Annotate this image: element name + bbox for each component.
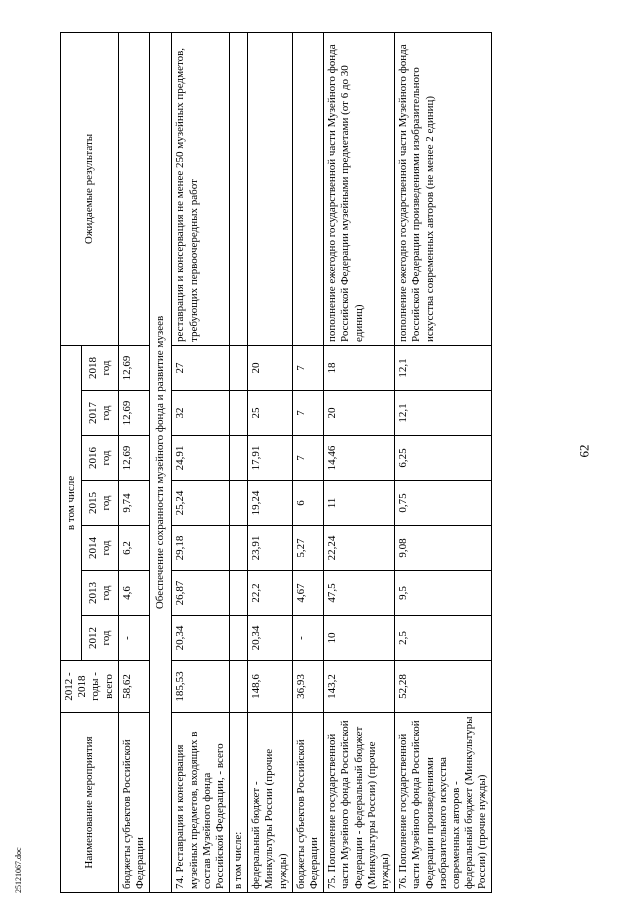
header-year: 2015 год (82, 481, 119, 526)
table-row (395, 32, 492, 892)
row-year-value: 0,75 (395, 481, 492, 526)
row-year-value: 20,34 (172, 616, 230, 661)
row-total: 36,93 (292, 661, 323, 713)
row-year-value: 4,67 (292, 571, 323, 616)
rotated-page (60, 33, 566, 893)
row-year-value (230, 345, 248, 390)
table-row (230, 32, 248, 892)
header-in-that-number: в том числе (61, 345, 82, 660)
row-result: пополнение ежегодно государственной части Музейного фонда Российской Федерации произведениями изобразительного искусства современных авторов (не менее 2 единиц) (395, 32, 492, 345)
section-title: Обеспечение сохранности музейного фонда и развитие музеев (150, 32, 172, 892)
row-name: 74. Реставрация и консервация музейных предметов, входящих в состав Музейного фонда Российской Федерации, - всего (172, 713, 230, 893)
row-year-value: 25 (248, 391, 293, 436)
header-year: 2017 год (82, 391, 119, 436)
header-year: 2012 год (82, 616, 119, 661)
row-year-value: 20,34 (248, 616, 293, 661)
row-year-value: 9,5 (395, 571, 492, 616)
row-year-value: 6 (292, 481, 323, 526)
header-total: 2012 - 2018 годы - всего (61, 661, 119, 713)
header-results: Ожидаемые результаты (61, 32, 119, 345)
table-row (324, 32, 395, 892)
row-total: 52,28 (395, 661, 492, 713)
row-year-value: 19,24 (248, 481, 293, 526)
row-result (118, 32, 149, 345)
row-year-value: 17,91 (248, 436, 293, 481)
row-year-value: 6,2 (118, 526, 149, 571)
table-row (172, 32, 230, 892)
row-year-value: 7 (292, 345, 323, 390)
row-year-value: - (292, 616, 323, 661)
row-year-value: 6,25 (395, 436, 492, 481)
row-year-value: 23,91 (248, 526, 293, 571)
row-year-value: 47,5 (324, 571, 395, 616)
row-name: 76. Пополнение государственной части Музейного фонда Российской Федерации произведениями изобразительного искусства современных авторов - федеральный бюджет (Минкультуры России) (прочие нужды) (395, 713, 492, 893)
row-year-value: 12,69 (118, 391, 149, 436)
table-row (292, 32, 323, 892)
row-result (230, 32, 248, 345)
row-year-value: 7 (292, 436, 323, 481)
header-year: 2014 год (82, 526, 119, 571)
header-name: Наименование мероприятия (61, 713, 119, 893)
row-total: 58,62 (118, 661, 149, 713)
row-year-value: 9,08 (395, 526, 492, 571)
header-year: 2016 год (82, 436, 119, 481)
row-year-value: 24,91 (172, 436, 230, 481)
row-year-value: 11 (324, 481, 395, 526)
row-year-value: 10 (324, 616, 395, 661)
row-year-value: 29,18 (172, 526, 230, 571)
row-year-value: 2,5 (395, 616, 492, 661)
row-name: бюджеты субъектов Российской Федерации (118, 713, 149, 893)
row-year-value: 22,2 (248, 571, 293, 616)
table-row (248, 32, 293, 892)
page-number: 62 (576, 444, 592, 458)
program-table (60, 32, 492, 893)
row-year-value: 22,24 (324, 526, 395, 571)
row-year-value (230, 526, 248, 571)
row-year-value (230, 616, 248, 661)
row-year-value: 12,69 (118, 436, 149, 481)
row-name: федеральный бюджет - Минкультуры России (прочие нужды) (248, 713, 293, 893)
row-year-value: 32 (172, 391, 230, 436)
row-total: 185,53 (172, 661, 230, 713)
header-year: 2013 год (82, 571, 119, 616)
row-result: пополнение ежегодно государственной части Музейного фонда Российской Федерации музейными предметами (от 6 до 30 единиц) (324, 32, 395, 345)
header-year: 2018 год (82, 345, 119, 390)
section-row (150, 32, 172, 892)
row-year-value: 12,1 (395, 391, 492, 436)
row-year-value (230, 571, 248, 616)
row-year-value: 7 (292, 391, 323, 436)
row-year-value (230, 436, 248, 481)
row-total: 143,2 (324, 661, 395, 713)
table-row (118, 32, 149, 892)
row-year-value: 4,6 (118, 571, 149, 616)
row-total: 148,6 (248, 661, 293, 713)
row-name: 75. Пополнение государственной части Музейного фонда Российской Федерации - федеральный бюджет (Минкультуры России) (прочие нужды) (324, 713, 395, 893)
row-year-value: 14,46 (324, 436, 395, 481)
row-year-value: 26,87 (172, 571, 230, 616)
row-year-value (230, 481, 248, 526)
row-year-value (230, 391, 248, 436)
row-year-value: 12,69 (118, 345, 149, 390)
table-body (118, 32, 492, 892)
row-year-value: 20 (248, 345, 293, 390)
footer-doc-id: 25121067.doc (14, 847, 23, 893)
row-year-value: 12,1 (395, 345, 492, 390)
row-name: бюджеты субъектов Российской Федерации (292, 713, 323, 893)
row-year-value: 25,24 (172, 481, 230, 526)
row-year-value: 18 (324, 345, 395, 390)
row-result (292, 32, 323, 345)
row-total (230, 661, 248, 713)
row-year-value: 27 (172, 345, 230, 390)
row-year-value: 9,74 (118, 481, 149, 526)
row-result: реставрация и консервация не менее 250 музейных предметов, требующих первоочередных работ (172, 32, 230, 345)
row-name: в том числе: (230, 713, 248, 893)
row-year-value: - (118, 616, 149, 661)
row-year-value: 20 (324, 391, 395, 436)
row-year-value: 5,27 (292, 526, 323, 571)
row-result (248, 32, 293, 345)
